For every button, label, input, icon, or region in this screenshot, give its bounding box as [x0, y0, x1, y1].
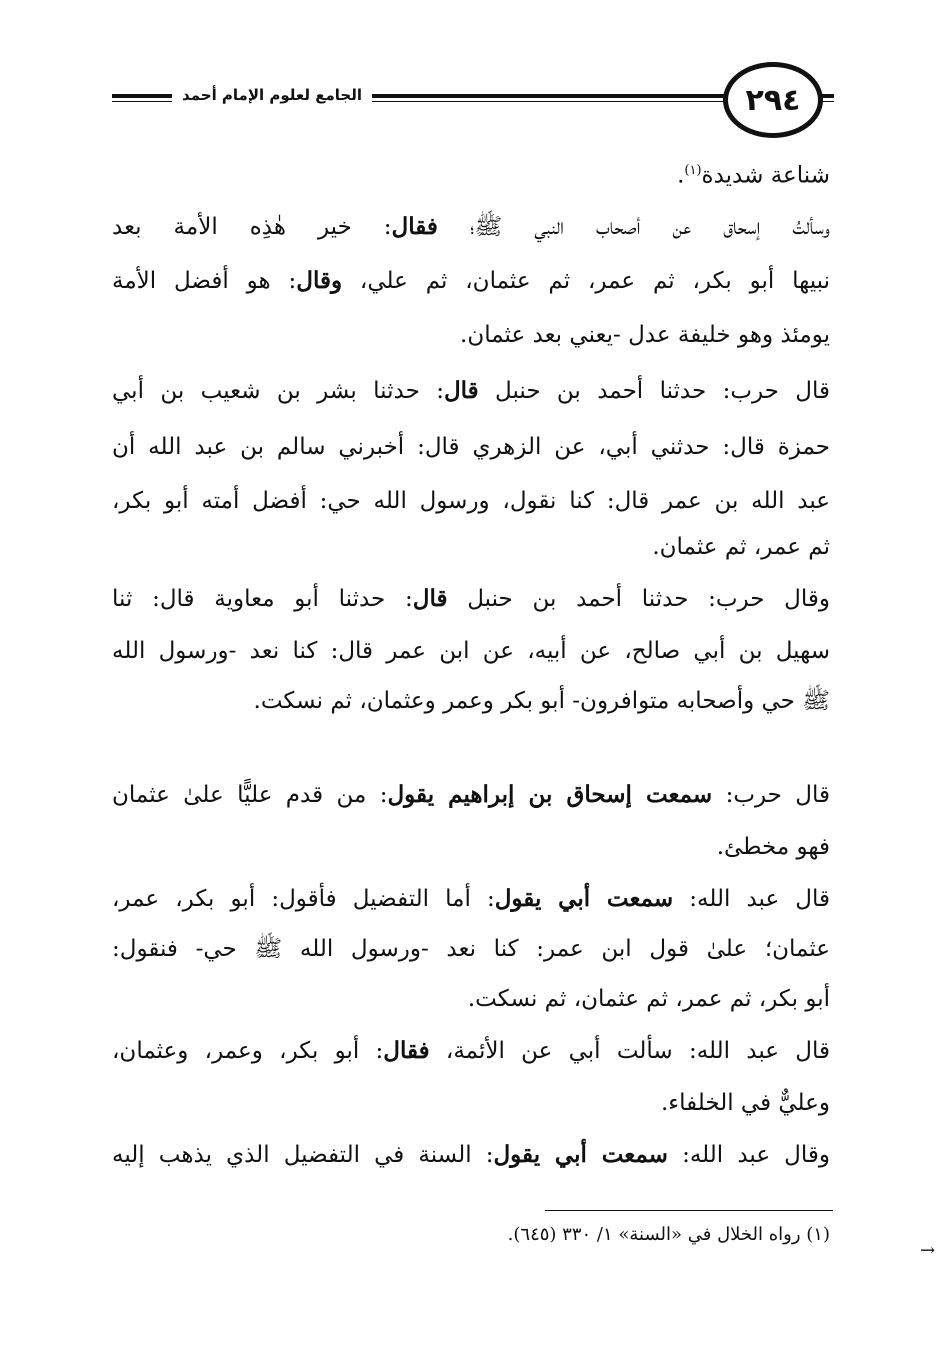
bold-keyword: قال [412, 585, 448, 612]
text: قال حرب: [712, 782, 830, 808]
text: : أما التفضيل فأقول: أبو بكر، عمر، [112, 886, 495, 912]
text: : حدثنا أبو معاوية قال: ثنا [112, 586, 413, 612]
text-line [112, 584, 830, 614]
text: سهيل بن أبي صالح، عن أبيه، عن ابن عمر قال: كنا نعد -ورسول الله [112, 638, 830, 664]
page-number: ٢٩٤ [723, 62, 823, 138]
text: قال حرب: حدثنا أحمد بن حنبل [478, 378, 830, 404]
text-line [112, 934, 830, 964]
text: : من قدم عليًّا علىٰ عثمان [112, 782, 388, 808]
header-rule-stub [822, 94, 834, 98]
text: : أبو بكر، وعمر، وعثمان، [112, 1038, 384, 1064]
text: وعليٌّ في الخلفاء. [660, 1090, 830, 1116]
text-line [112, 780, 830, 810]
text-line [652, 532, 830, 562]
footnote-separator [545, 1210, 833, 1211]
header-rule-left-thin [112, 101, 172, 102]
text: ثم عمر، ثم عثمان. [652, 534, 830, 560]
text-line [254, 686, 830, 716]
bold-keyword: وقال [296, 267, 343, 294]
text-line [112, 212, 830, 242]
bold-keyword: قال [443, 377, 479, 404]
text: عثمان؛ علىٰ قول ابن عمر: كنا نعد -ورسول الله ﷺ حي- فنقول: [112, 936, 830, 962]
text: . [677, 162, 685, 189]
text: : هو أفضل الأمة [112, 268, 297, 294]
text: فهو مخطئ. [716, 834, 830, 860]
header-rule-right-thin [372, 101, 724, 102]
text-line [112, 884, 830, 914]
margin-arrow-icon: → [920, 1240, 936, 1261]
text-line [468, 984, 830, 1014]
text: وقال حرب: حدثنا أحمد بن حنبل [447, 586, 830, 612]
text-line [112, 1140, 830, 1170]
footnote: (١) رواه الخلال في «السنة» ١/ ٣٣٠ (٦٤٥). [507, 1224, 830, 1245]
text-line [661, 1088, 830, 1118]
text: قال عبد الله: [673, 886, 830, 912]
text: يومئذ وهو خليفة عدل -يعني بعد عثمان. [460, 322, 830, 348]
text: شناعة شديدة [701, 162, 830, 189]
bold-keyword: فقال [391, 213, 438, 240]
text: قال عبد الله: سألت أبي عن الأئمة، [429, 1038, 831, 1064]
text-line [112, 432, 830, 462]
text-line [460, 320, 830, 350]
text-line [112, 1036, 830, 1066]
text-line [717, 832, 830, 862]
text-line [112, 486, 830, 516]
text: أبو بكر، ثم عمر، ثم عثمان، ثم نسكت. [467, 986, 830, 1012]
text-line [112, 266, 830, 296]
text: : حدثنا بشر بن شعيب بن أبي [112, 378, 444, 404]
text: حمزة قال: حدثني أبي، عن الزهري قال: أخبرني سالم بن عبد الله أن [112, 434, 830, 460]
bold-keyword: سمعت أبي يقول [493, 1141, 668, 1168]
text: عبد الله بن عمر قال: كنا نقول، ورسول الله حي: أفضل أمته أبو بكر، [112, 488, 830, 514]
text: : السنة في التفضيل الذي يذهب إليه [112, 1142, 494, 1168]
text: : خير هٰذِه الأمة بعد [112, 214, 392, 240]
header-rule-stub-thin [822, 101, 834, 102]
text-line [112, 636, 830, 666]
text: وقال عبد الله: [667, 1142, 830, 1168]
text: وسألتُ إسحاق عن أصحاب النبي ﷺ؛ [437, 214, 830, 240]
header-rule-left [112, 94, 172, 98]
bold-keyword: فقال [383, 1037, 430, 1064]
text: نبيها أبو بكر، ثم عمر، ثم عثمان، ثم علي، [342, 268, 830, 294]
footnote-ref: (١) [684, 163, 702, 178]
text-line [112, 376, 830, 406]
bold-keyword: سمعت إسحاق بن إبراهيم يقول [387, 781, 713, 808]
header-rule-right [372, 94, 724, 98]
bold-keyword: سمعت أبي يقول [494, 885, 674, 912]
running-title: الجامع لعلوم الإمام أحمد [182, 86, 362, 104]
text-line [677, 156, 830, 191]
text: ﷺ حي وأصحابه متوافرون- أبو بكر وعمر وعثمان، ثم نسكت. [253, 688, 830, 714]
